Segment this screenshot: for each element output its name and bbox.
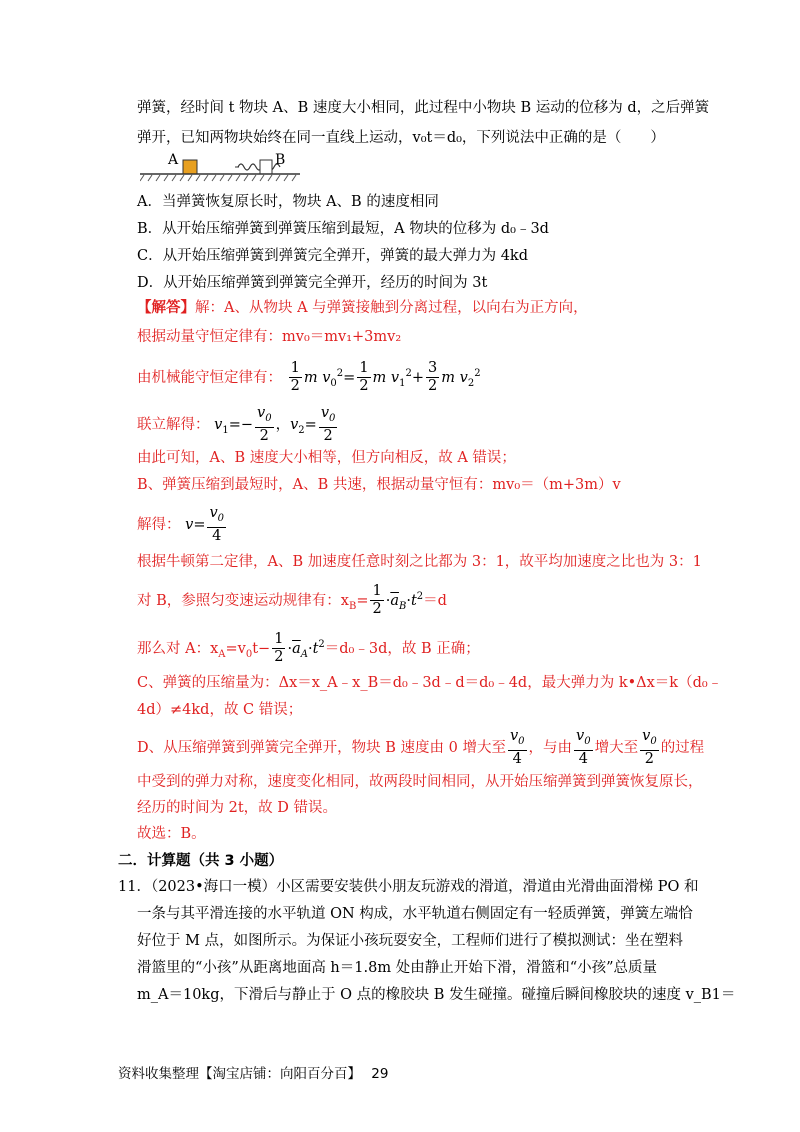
answer-text-7: 解得： xyxy=(137,516,181,533)
answer-text-13c: 增大至 xyxy=(594,739,639,756)
ground-hatching xyxy=(140,175,296,181)
answer-line-10: 那么对 A：$x_A=v_0t-$ $\frac{1}{2}$ $\cdot\overline{a}_A\cdot t^2=d_0﹣3d$，故 B 正确； xyxy=(137,631,480,666)
figure-label-b: B xyxy=(275,152,286,168)
answer-tag: 【解答】 xyxy=(137,299,195,316)
answer-text-13b: ，与由 xyxy=(528,739,573,756)
q11-line-2: 一条与其平滑连接的水平轨道 ON 构成，水平轨道右侧固定有一轻质弹簧，弹簧左端恰 xyxy=(137,906,693,922)
answer-line-4 xyxy=(137,405,339,448)
answer-line-13: D、从压缩弹簧到弹簧完全弹开，物块 B 速度由 0 增大至 $\frac{v_0}{4}$ ，与由 $\frac{v_0}{4}$ 增大至 $\frac{v_0}{2}$ 的过程 xyxy=(137,728,705,767)
page-number: 29 xyxy=(371,1066,389,1082)
footer-text: 资料收集整理【淘宝店铺：向阳百分百】 xyxy=(118,1066,361,1082)
question-line-2: 弹开，已知两物块始终在同一直线上运动，v₀t＝d₀，下列说法中正确的是（ ） xyxy=(137,130,665,146)
option-c: C．从开始压缩弹簧到弹簧完全弹开，弹簧的最大弹力为 4kd xyxy=(137,248,528,264)
answer-line-11: C、弹簧的压缩量为：Δx＝x_A﹣x_B＝d₀﹣3d﹣d＝d₀﹣4d，最大弹力为 k•Δx＝k（d₀﹣ xyxy=(137,675,723,691)
answer-line-14: 中受到的弹力对称，速度变化相同，故两段时间相同，从开始压缩弹簧到弹簧恢复原长， xyxy=(137,774,703,790)
q11-line-3: 好位于 M 点，如图所示。为保证小孩玩耍安全，工程师们进行了模拟测试：坐在塑料 xyxy=(137,933,684,949)
q11-line-1: 11．（2023•海口一模）小区需要安装供小朋友玩游戏的滑道，滑道由光滑曲面滑梯 PO 和 xyxy=(118,879,699,895)
answer-text-1: 解：A、从物块 A 与弹簧接触到分离过程，以向右为正方向， xyxy=(195,300,588,316)
spring-icon xyxy=(238,164,280,170)
answer-line-8: 根据牛顿第二定律，A、B 加速度任意时刻之比都为 3：1，故平均加速度之比也为 3：1 xyxy=(137,554,702,570)
answer-text-4: 联立解得： xyxy=(137,416,210,433)
answer-line-3 xyxy=(137,357,481,401)
answer-line-7 xyxy=(137,505,228,545)
question-line-1: 弹簧，经时间 t 物块 A、B 速度大小相同，此过程中小物块 B 运动的位移为 d，之后弹簧 xyxy=(137,100,710,116)
block-a xyxy=(183,160,197,174)
option-d: D．从开始压缩弹簧到弹簧完全弹开，经历的时间为 3t xyxy=(137,275,488,291)
option-b: B．从开始压缩弹簧到弹簧压缩到最短，A 物块的位移为 d₀﹣3d xyxy=(137,221,549,237)
answer-line-1 xyxy=(137,298,588,318)
answer-line-16: 故选：B。 xyxy=(137,826,206,842)
answer-text-9-end: ＝d xyxy=(423,592,447,609)
block-b xyxy=(260,160,272,174)
answer-text-13d: 的过程 xyxy=(660,739,705,756)
answer-text-13a: D、从压缩弹簧到弹簧完全弹开，物块 B 速度由 0 增大至 xyxy=(137,739,506,756)
velocity-solution: $v_1=-$ $\frac{v_0}{2}$ ，$v_2=$ $\frac{v_0}{2}$ xyxy=(214,405,336,444)
displacement-a-formula: $\frac{1}{2}$ $\cdot\overline{a}_A\cdot t^2$ xyxy=(274,631,325,666)
figure-blocks-spring xyxy=(140,150,340,186)
energy-equation: $\frac{1}{2}$ m $v_0^2=$ $\frac{1}{2}$ m $v_1^2+$ $\frac{3}{2}$ m $v_2^2$ xyxy=(290,360,481,395)
answer-line-2: 根据动量守恒定律有：mv₀＝mv₁+3mv₂ xyxy=(137,329,402,345)
displacement-b-formula: $\frac{1}{2}$ $\cdot\overline{a}_B\cdot t^2$ xyxy=(372,583,424,618)
answer-line-15: 经历的时间为 2t，故 D 错误。 xyxy=(137,800,338,816)
section-title: 二．计算题（共 3 小题） xyxy=(118,853,284,869)
answer-text-10-end: ＝d₀﹣3d，故 B 正确； xyxy=(324,640,480,657)
q11-line-4: 滑篮里的“小孩”从距离地面高 h＝1.8m 处由静止开始下滑，滑篮和“小孩”总质量 xyxy=(137,960,658,976)
answer-line-6: B、弹簧压缩到最短时，A、B 共速，根据动量守恒有：mv₀＝（m+3m）v xyxy=(137,477,621,493)
answer-line-12: 4d）≠4kd，故 C 错误； xyxy=(137,702,303,718)
answer-text-3: 由机械能守恒定律有： xyxy=(137,369,282,386)
q11-line-5: m_A＝10kg，下滑后与静止于 O 点的橡胶块 B 发生碰撞。碰撞后瞬间橡胶块的速度 v_B1＝ xyxy=(137,987,736,1003)
option-a: A．当弹簧恢复原长时，物块 A、B 的速度相同 xyxy=(137,194,439,210)
answer-text-10: 那么对 A： xyxy=(137,640,211,657)
page-footer xyxy=(118,1062,388,1082)
answer-text-9: 对 B，参照匀变速运动规律有： xyxy=(137,592,341,609)
figure-label-a: A xyxy=(168,152,179,168)
common-velocity: v= $\frac{v_0}{4}$ xyxy=(185,505,225,544)
answer-line-5: 由此可知，A、B 速度大小相等，但方向相反，故 A 错误； xyxy=(137,450,516,466)
answer-line-9: 对 B，参照匀变速运动规律有：$x_B=$ $\frac{1}{2}$ $\cdot\overline{a}_B\cdot t^2=d$ xyxy=(137,583,447,618)
